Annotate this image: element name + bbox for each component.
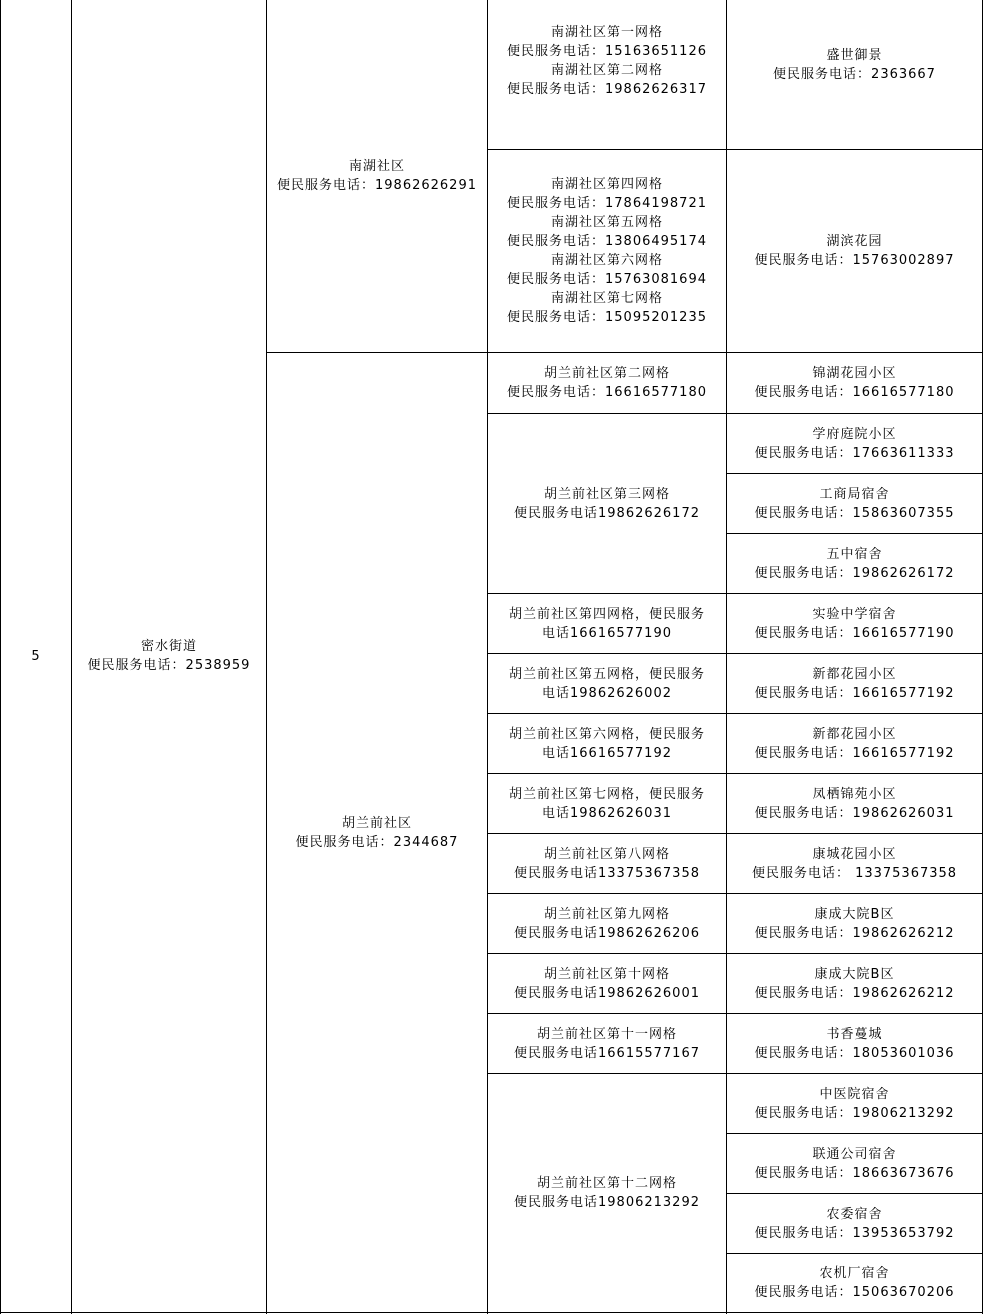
grid-cell xyxy=(488,654,726,713)
compound-name: 锦湖花园小区 xyxy=(812,366,897,381)
grid-line: 胡兰前社区第六网格，便民服务 xyxy=(508,726,705,742)
compound-cell xyxy=(727,594,982,653)
compound-phone: 便民服务电话：19862626172 xyxy=(754,565,955,581)
compound-name: 新都花园小区 xyxy=(812,726,897,742)
grid-cell xyxy=(488,714,726,773)
grid-line: 南湖社区第一网格 xyxy=(550,24,663,40)
grid-line: 便民服务电话：16616577180 xyxy=(507,385,707,400)
grid-line: 胡兰前社区第八网格 xyxy=(543,846,670,862)
compound-phone: 便民服务电话：15763002897 xyxy=(754,253,955,268)
compound-name: 联通公司宿舍 xyxy=(812,1146,897,1162)
grid-cell xyxy=(488,150,726,352)
row-number-cell xyxy=(1,0,71,1312)
compound-name: 农委宿舍 xyxy=(826,1206,883,1222)
grid-cell xyxy=(488,1074,726,1312)
grid-line: 胡兰前社区第十网格 xyxy=(543,966,670,982)
community-name: 南湖社区 xyxy=(348,159,405,174)
compound-phone: 便民服务电话：16616577192 xyxy=(754,685,955,701)
community-phone: 便民服务电话：19862626291 xyxy=(277,178,477,193)
compound-cell xyxy=(727,954,982,1013)
compound-cell xyxy=(727,714,982,773)
grid-line: 南湖社区第五网格 xyxy=(550,215,663,230)
community-name: 胡兰前社区 xyxy=(341,815,412,831)
compound-phone: 便民服务电话：19862626212 xyxy=(754,925,955,941)
grid-line: 便民服务电话19806213292 xyxy=(514,1195,700,1210)
compound-name: 凤栖锦苑小区 xyxy=(812,786,897,802)
grid-line: 胡兰前社区第七网格，便民服务 xyxy=(508,786,705,802)
compound-phone: 便民服务电话： 13375367358 xyxy=(751,865,958,881)
grid-line: 电话16616577192 xyxy=(542,745,672,761)
row-number: 5 xyxy=(31,648,41,664)
grid-cell xyxy=(488,834,726,893)
compound-phone: 便民服务电话：19862626212 xyxy=(754,985,955,1001)
compound-name: 书香蔓城 xyxy=(826,1026,883,1042)
grid-line: 胡兰前社区第三网格 xyxy=(543,486,670,502)
compound-name: 中医院宿舍 xyxy=(819,1086,890,1102)
compound-name: 工商局宿舍 xyxy=(819,486,890,502)
grid-line: 胡兰前社区第十二网格 xyxy=(536,1176,677,1191)
compound-phone: 便民服务电话：15063670206 xyxy=(754,1285,955,1300)
compound-name: 实验中学宿舍 xyxy=(812,606,897,622)
grid-line: 便民服务电话：15163651126 xyxy=(507,43,707,59)
compound-cell xyxy=(727,1194,982,1253)
grid-line: 南湖社区第二网格 xyxy=(550,62,663,78)
grid-line: 南湖社区第四网格 xyxy=(550,177,663,192)
compound-name: 农机厂宿舍 xyxy=(819,1266,890,1281)
grid-cell xyxy=(488,594,726,653)
grid-cell xyxy=(488,0,726,149)
grid-cell xyxy=(488,954,726,1013)
compound-cell xyxy=(727,534,982,593)
grid-line: 南湖社区第六网格 xyxy=(550,253,663,268)
compound-name: 康成大院B区 xyxy=(814,966,895,982)
compound-phone: 便民服务电话：18053601036 xyxy=(754,1045,955,1061)
compound-phone: 便民服务电话：18663673676 xyxy=(754,1165,955,1181)
compound-name: 康城花园小区 xyxy=(812,846,897,862)
compound-cell xyxy=(727,894,982,953)
compound-name: 新都花园小区 xyxy=(812,666,897,682)
grid-cell xyxy=(488,894,726,953)
grid-cell xyxy=(488,1014,726,1073)
grid-cell xyxy=(488,353,726,413)
grid-line: 便民服务电话16615577167 xyxy=(514,1045,700,1061)
compound-name: 学府庭院小区 xyxy=(812,426,897,442)
compound-cell xyxy=(727,834,982,893)
compound-cell xyxy=(727,1074,982,1133)
compound-name: 盛世御景 xyxy=(826,47,883,63)
grid-line: 胡兰前社区第五网格，便民服务 xyxy=(508,666,705,682)
community-cell xyxy=(267,0,487,352)
compound-cell xyxy=(727,353,982,413)
community-phone: 便民服务电话：2344687 xyxy=(295,834,459,850)
grid-line: 胡兰前社区第九网格 xyxy=(543,906,670,922)
grid-line: 南湖社区第七网格 xyxy=(550,291,663,306)
compound-cell xyxy=(727,414,982,473)
grid-line: 便民服务电话19862626001 xyxy=(514,985,700,1001)
grid-cell xyxy=(488,774,726,833)
grid-line: 电话16616577190 xyxy=(542,625,672,641)
compound-cell xyxy=(727,0,982,149)
compound-cell xyxy=(727,474,982,533)
compound-cell xyxy=(727,654,982,713)
compound-name: 湖滨花园 xyxy=(826,234,883,249)
grid-line: 胡兰前社区第十一网格 xyxy=(536,1026,677,1042)
grid-line: 便民服务电话：17864198721 xyxy=(507,196,707,211)
row-divider xyxy=(0,1312,983,1313)
grid-line: 便民服务电话：15095201235 xyxy=(507,310,707,325)
compound-phone: 便民服务电话：16616577190 xyxy=(754,625,955,641)
compound-phone: 便民服务电话：15863607355 xyxy=(754,505,955,521)
compound-phone: 便民服务电话：19806213292 xyxy=(754,1105,955,1121)
street-cell xyxy=(72,0,266,1312)
community-cell xyxy=(267,353,487,1312)
street-phone: 便民服务电话：2538959 xyxy=(87,658,251,673)
compound-phone: 便民服务电话：13953653792 xyxy=(754,1225,955,1241)
grid-line: 电话19862626002 xyxy=(542,685,672,701)
compound-phone: 便民服务电话：16616577192 xyxy=(754,745,955,761)
compound-phone: 便民服务电话：2363667 xyxy=(773,66,936,82)
compound-cell xyxy=(727,774,982,833)
grid-cell xyxy=(488,414,726,593)
grid-line: 便民服务电话：19862626317 xyxy=(507,81,707,97)
grid-line: 便民服务电话13375367358 xyxy=(514,865,700,881)
grid-line: 便民服务电话19862626172 xyxy=(514,505,700,521)
grid-line: 便民服务电话19862626206 xyxy=(514,925,700,941)
compound-cell xyxy=(727,1254,982,1312)
compound-name: 五中宿舍 xyxy=(826,546,883,562)
grid-line: 胡兰前社区第四网格，便民服务 xyxy=(508,606,705,622)
grid-line: 便民服务电话：13806495174 xyxy=(507,234,707,249)
compound-cell xyxy=(727,1014,982,1073)
grid-line: 胡兰前社区第二网格 xyxy=(543,366,670,381)
compound-phone: 便民服务电话：19862626031 xyxy=(754,805,955,821)
grid-line: 便民服务电话：15763081694 xyxy=(507,272,707,287)
street-name: 密水街道 xyxy=(140,639,197,654)
compound-cell xyxy=(727,150,982,352)
compound-name: 康成大院B区 xyxy=(814,906,895,922)
compound-phone: 便民服务电话：16616577180 xyxy=(754,385,955,400)
compound-phone: 便民服务电话：17663611333 xyxy=(754,445,955,461)
grid-line: 电话19862626031 xyxy=(542,805,672,821)
compound-cell xyxy=(727,1134,982,1193)
